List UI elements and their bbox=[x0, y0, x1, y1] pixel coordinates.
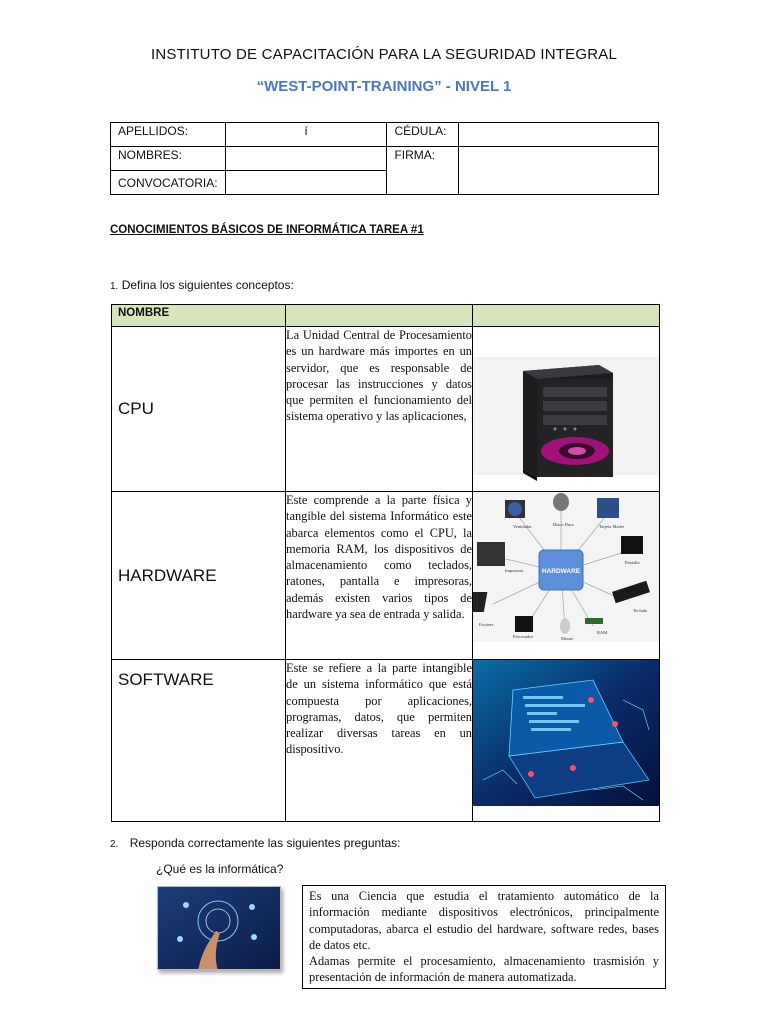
term-hardware: HARDWARE bbox=[112, 492, 286, 660]
software-image bbox=[473, 660, 660, 822]
apellidos-field[interactable] bbox=[225, 123, 387, 147]
question-2 bbox=[110, 836, 401, 850]
cedula-label: CÉDULA: bbox=[387, 123, 459, 147]
answer-informatica: Es una Ciencia que estudia el tratamiento automático de la información mediante dispositivos electrónicos, principalmente computadoras, abarca el estudio del hardware, software redes, bases de datos etc. Adamas permite el procesamiento, almacenamiento trasmisión y presentación de información de manera automatizada. bbox=[302, 885, 666, 989]
cedula-field[interactable] bbox=[459, 123, 659, 147]
computer-tower-icon bbox=[473, 327, 659, 488]
hard-drive-icon bbox=[553, 493, 569, 511]
description-software: Este se refiere a la parte intangible de un sistema informático que está compuesta por aplicaciones, programas, datos, que permiten realizar diversas tareas en un dispositivo. bbox=[286, 660, 473, 822]
column-header-empty bbox=[286, 305, 473, 327]
question-2-text: Responda correctamente las siguientes preguntas: bbox=[129, 836, 401, 850]
diagram-label: Pantalla bbox=[625, 560, 640, 565]
laptop-software-icon bbox=[473, 660, 659, 818]
ram-icon bbox=[585, 618, 603, 624]
motherboard-icon bbox=[597, 498, 619, 518]
diagram-label: Procesador bbox=[513, 634, 533, 639]
hardware-diagram bbox=[473, 492, 660, 660]
firma-label: FIRMA: bbox=[387, 147, 459, 195]
question-1-number: 1. bbox=[110, 281, 119, 292]
touch-interface-icon bbox=[158, 887, 281, 970]
diagram-label: Escáner bbox=[479, 622, 494, 627]
diagram-label: Teclado bbox=[633, 608, 648, 613]
diagram-label: Ventilador bbox=[513, 524, 532, 529]
nombres-field[interactable] bbox=[225, 147, 387, 171]
apellidos-value: í bbox=[304, 124, 308, 138]
description-hardware: Este comprende a la parte física y tangible del sistema Informático este abarca elementos como el CPU, la memoria RAM, los dispositivos de almacenamiento como teclados, ratones, pantalla e impresoras, además existen varios tipos de hardware ya sea de entrada y salida. bbox=[286, 492, 473, 660]
concepts-table bbox=[111, 304, 660, 822]
cpu-image bbox=[473, 327, 660, 492]
table-row bbox=[112, 492, 660, 660]
firma-field[interactable] bbox=[459, 147, 659, 195]
hardware-components-diagram bbox=[473, 492, 659, 656]
question-1-text: Defina los siguientes conceptos: bbox=[121, 278, 294, 292]
term-cpu: CPU bbox=[112, 327, 286, 492]
convocatoria-label: CONVOCATORIA: bbox=[111, 171, 226, 195]
diagram-label: RAM bbox=[597, 630, 608, 635]
printer-icon bbox=[477, 542, 505, 566]
column-header-empty bbox=[473, 305, 660, 327]
diagram-label: Mouse bbox=[561, 636, 574, 641]
question-1 bbox=[110, 278, 294, 292]
column-header-nombre: NOMBRE bbox=[112, 305, 286, 327]
section-title: CONOCIMIENTOS BÁSICOS DE INFORMÁTICA TAREA #1 bbox=[110, 224, 424, 236]
diagram-center-label: HARDWARE bbox=[541, 568, 581, 575]
processor-icon bbox=[515, 616, 533, 632]
description-cpu: La Unidad Central de Procesamiento es un hardware más importes en un servidor, que es responsable de procesar las instrucciones y datos que permiten el funcionamiento del sistema operativo y las aplicaciones, bbox=[286, 327, 473, 492]
informatica-photo bbox=[157, 886, 281, 970]
table-row bbox=[112, 327, 660, 492]
term-software: SOFTWARE bbox=[112, 660, 286, 822]
question-2-sub: ¿Qué es la informática? bbox=[156, 862, 284, 876]
program-subtitle: “WEST-POINT-TRAINING” - NIVEL 1 bbox=[256, 78, 512, 95]
question-2-number: 2. bbox=[110, 839, 119, 850]
convocatoria-field[interactable] bbox=[225, 171, 387, 195]
diagram-label: Tarjeta Madre bbox=[599, 524, 625, 529]
apellidos-label: APELLIDOS: bbox=[111, 123, 226, 147]
nombres-label: NOMBRES: bbox=[111, 147, 226, 171]
monitor-icon bbox=[621, 536, 643, 554]
mouse-icon bbox=[560, 618, 570, 634]
diagram-label: Impresora bbox=[505, 568, 524, 573]
student-info-table bbox=[110, 122, 659, 195]
institute-title: INSTITUTO DE CAPACITACIÓN PARA LA SEGURIDAD INTEGRAL bbox=[150, 46, 618, 63]
table-row bbox=[112, 660, 660, 822]
diagram-label: Disco Duro bbox=[553, 522, 574, 527]
